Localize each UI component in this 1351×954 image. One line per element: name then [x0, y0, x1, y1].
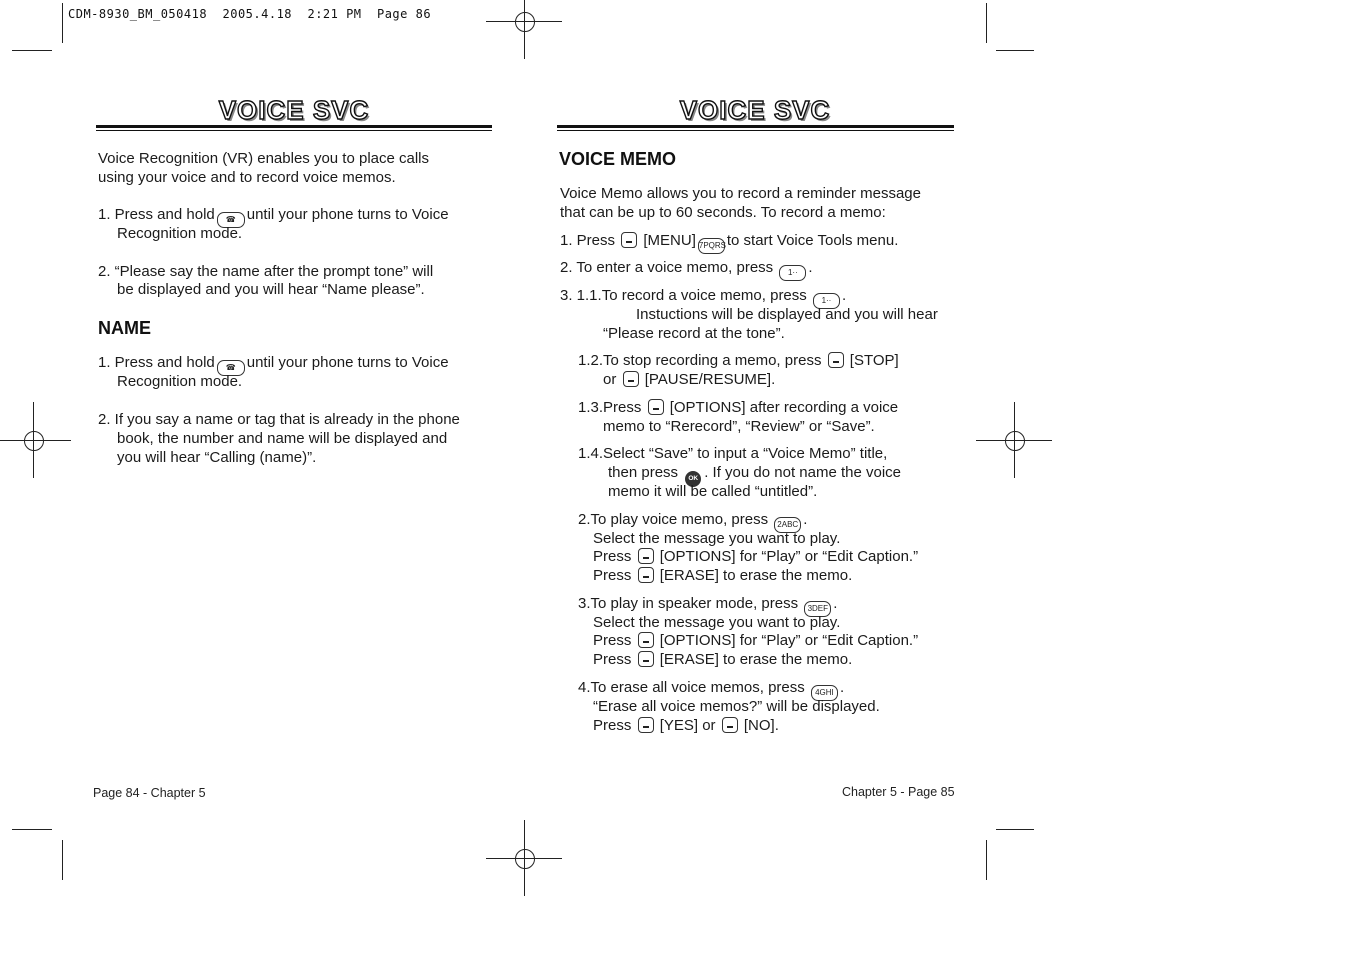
page-footer: Page 84 - Chapter 5: [93, 786, 206, 800]
section-heading: VOICE MEMO: [559, 149, 677, 169]
intro-text: Voice Memo allows you to record a reminder message: [560, 185, 921, 202]
title-rule: [557, 130, 954, 131]
instruction-step: [603, 370, 775, 389]
instruction-step: Select the message you want to play.: [593, 530, 841, 547]
instruction-step: 2. “Please say the name after the prompt tone” will: [98, 263, 434, 280]
step-text: Press: [593, 632, 632, 649]
step-text: [OPTIONS] after recording a voice: [669, 399, 899, 416]
number-key-icon: 1··: [813, 293, 840, 309]
soft-key-icon: [828, 352, 844, 368]
title-rule: [96, 130, 492, 131]
print-header: CDM-8930_BM_050418 2005.4.18 2:21 PM Page 86: [68, 7, 432, 21]
instruction-step: be displayed and you will hear “Name please”.: [117, 281, 425, 298]
step-text: 2.To play voice memo, press: [578, 511, 769, 528]
registration-mark-icon: [504, 838, 544, 878]
page-footer: Chapter 5 - Page 85: [842, 785, 955, 799]
instruction-step: [560, 231, 898, 254]
step-text: 1. Press: [560, 232, 616, 249]
step-text: to start Voice Tools menu.: [726, 232, 899, 249]
step-text: 1.2.To stop recording a memo, press: [578, 352, 822, 369]
step-text: [OPTIONS] for “Play” or “Edit Caption.”: [659, 632, 919, 649]
instruction-step: [578, 351, 899, 370]
instruction-step: “Please record at the tone”.: [603, 325, 785, 342]
instruction-step: [593, 631, 918, 650]
step-text: .: [808, 259, 813, 276]
soft-key-icon: [722, 717, 738, 733]
instruction-step: Select the message you want to play.: [593, 614, 841, 631]
step-text: 1. Press and hold: [98, 206, 215, 223]
instruction-step: 2. If you say a name or tag that is already in the phone: [98, 411, 460, 428]
crop-mark: [12, 829, 52, 830]
number-key-icon: 4GHI: [811, 685, 838, 701]
number-key-icon: 2ABC: [774, 517, 801, 533]
step-text: . If you do not name the voice: [704, 464, 902, 481]
number-key-icon: 7PQRS: [698, 238, 725, 254]
step-text: .: [841, 287, 847, 304]
instruction-step: 1.4.Select “Save” to input a “Voice Memo” title,: [578, 445, 888, 462]
step-text: Press: [593, 548, 632, 565]
step-text: 1. Press and hold: [98, 354, 215, 371]
instruction-step: Recognition mode.: [117, 373, 243, 390]
step-text: 1.3.Press: [578, 399, 642, 416]
instruction-step: [593, 716, 779, 735]
step-text: until your phone turns to Voice: [246, 354, 449, 371]
crop-mark: [12, 50, 52, 51]
crop-mark: [996, 50, 1034, 51]
step-text: [PAUSE/RESUME].: [644, 371, 776, 388]
step-text: 3.To play in speaker mode, press: [578, 595, 799, 612]
step-text: 2. To enter a voice memo, press: [560, 259, 774, 276]
soft-key-icon: [648, 399, 664, 415]
number-key-icon: 1··: [779, 265, 806, 281]
step-text: or: [603, 371, 617, 388]
step-text: [ERASE] to erase the memo.: [659, 651, 853, 668]
crop-mark: [62, 840, 63, 880]
section-heading: NAME: [98, 318, 151, 338]
step-text: then press: [608, 464, 679, 481]
step-text: Press: [593, 717, 632, 734]
soft-key-icon: [621, 232, 637, 248]
instruction-step: [593, 547, 918, 566]
soft-key-icon: [638, 567, 654, 583]
number-key-icon: 3DEF: [804, 601, 831, 617]
instruction-step: memo to “Rerecord”, “Review” or “Save”.: [603, 418, 875, 435]
step-text: [MENU]: [643, 232, 696, 249]
soft-key-icon: [638, 651, 654, 667]
instruction-step: [593, 650, 852, 669]
instruction-step: [593, 566, 852, 585]
soft-key-icon: [638, 548, 654, 564]
step-text: 3. 1.1.To record a voice memo, press: [560, 287, 807, 304]
instruction-step: memo it will be called “untitled”.: [608, 483, 818, 500]
step-text: .: [839, 679, 845, 696]
registration-mark-icon: [504, 1, 544, 41]
page-title: VOICE SVC: [218, 95, 370, 125]
instruction-step: Recognition mode.: [117, 225, 243, 242]
registration-mark-icon: [13, 420, 53, 460]
instruction-step: [578, 398, 898, 417]
send-key-icon: ☎: [217, 212, 245, 228]
step-text: [NO].: [743, 717, 779, 734]
crop-mark: [986, 840, 987, 880]
send-key-icon: ☎: [217, 360, 245, 376]
crop-mark: [986, 3, 987, 43]
step-text: Press: [593, 567, 632, 584]
instruction-step: [560, 258, 813, 281]
step-text: [YES] or: [659, 717, 716, 734]
registration-mark-icon: [994, 420, 1034, 460]
intro-text: using your voice and to record voice memos.: [98, 169, 396, 186]
step-text: Press: [593, 651, 632, 668]
step-text: .: [833, 595, 838, 612]
title-rule: [96, 125, 492, 128]
crop-mark: [996, 829, 1034, 830]
soft-key-icon: [623, 371, 639, 387]
page-title: VOICE SVC: [679, 95, 831, 125]
instruction-step: you will hear “Calling (name)”.: [117, 449, 317, 466]
step-text: [STOP]: [849, 352, 899, 369]
ok-key-icon: OK: [685, 471, 701, 487]
step-text: 4.To erase all voice memos, press: [578, 679, 805, 696]
intro-text: Voice Recognition (VR) enables you to place calls: [98, 150, 430, 167]
step-text: until your phone turns to Voice: [246, 206, 449, 223]
intro-text: that can be up to 60 seconds. To record a memo:: [560, 204, 886, 221]
step-text: .: [803, 511, 808, 528]
instruction-step: Instuctions will be displayed and you will hear: [636, 306, 938, 323]
instruction-step: book, the number and name will be displayed and: [117, 430, 448, 447]
soft-key-icon: [638, 717, 654, 733]
title-rule: [557, 125, 954, 128]
soft-key-icon: [638, 632, 654, 648]
step-text: [ERASE] to erase the memo.: [659, 567, 853, 584]
instruction-step: “Erase all voice memos?” will be displayed.: [593, 698, 880, 715]
step-text: [OPTIONS] for “Play” or “Edit Caption.”: [659, 548, 919, 565]
crop-mark: [62, 3, 63, 43]
